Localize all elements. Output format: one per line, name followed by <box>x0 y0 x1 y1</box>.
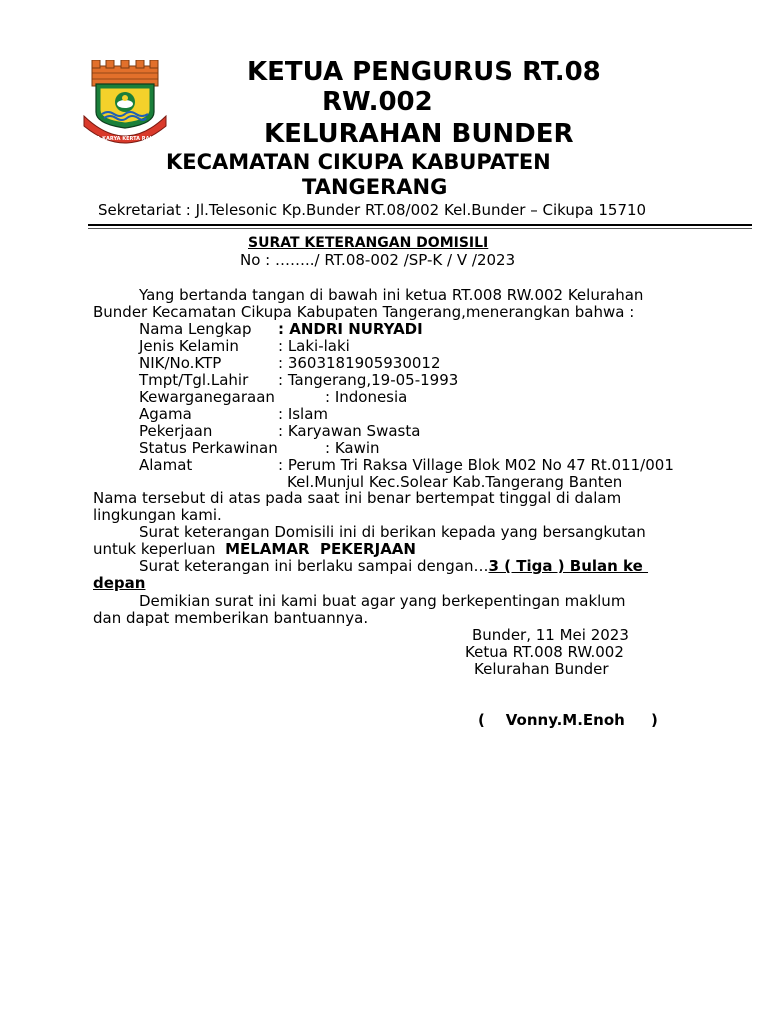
secretariat-address: Sekretariat : Jl.Telesonic Kp.Bunder RT.08/002 Kel.Bunder – Cikupa 15710 <box>98 201 647 219</box>
validity-period-cont: depan <box>93 574 146 592</box>
header-line-3: KELURAHAN BUNDER <box>264 119 574 149</box>
intro-line-2: Bunder Kecamatan Cikupa Kabupaten Tangerang,menerangkan bahwa : <box>93 303 635 321</box>
field-label-religion: Agama <box>139 405 192 423</box>
field-value-address-cont: Kel.Munjul Kec.Solear Kab.Tangerang Banten <box>287 473 623 491</box>
field-label-citizenship: Kewarganegaraan <box>139 388 275 406</box>
para3-prefix: Surat keterangan ini berlaku sampai dengan… <box>139 557 489 575</box>
purpose: MELAMAR PEKERJAAN <box>225 540 416 558</box>
letter-title: SURAT KETERANGAN DOMISILI <box>248 235 489 251</box>
field-label-nik: NIK/No.KTP <box>139 354 222 372</box>
signer-name: ( Vonny.M.Enoh ) <box>478 711 658 729</box>
field-label-name: Nama Lengkap <box>139 320 252 338</box>
para2-prefix: untuk keperluan <box>93 540 216 558</box>
para2-line-2 <box>93 541 416 558</box>
letter-number: No : ……../ RT.08-002 /SP-K / V /2023 <box>240 251 516 269</box>
field-value-gender: : Laki-laki <box>278 337 350 355</box>
header-rule-thin <box>88 228 752 229</box>
field-label-marital: Status Perkawinan <box>139 439 278 457</box>
para3-line-1 <box>139 558 648 575</box>
validity-period: 3 ( Tiga ) Bulan ke <box>488 557 649 575</box>
para1-line-1: Nama tersebut di atas pada saat ini benar bertempat tinggal di dalam <box>93 489 622 507</box>
sign-org: Kelurahan Bunder <box>474 660 609 678</box>
para4-line-2: dan dapat memberikan bantuannya. <box>93 609 369 627</box>
field-value-citizenship: : Indonesia <box>325 388 408 406</box>
field-value-address: : Perum Tri Raksa Village Blok M02 No 47 Rt.011/001 <box>278 456 674 474</box>
field-label-birth: Tmpt/Tgl.Lahir <box>139 371 249 389</box>
field-label-gender: Jenis Kelamin <box>139 337 239 355</box>
header-line-4: KECAMATAN CIKUPA KABUPATEN <box>166 150 551 174</box>
field-value-nik: : 3603181905930012 <box>278 354 441 372</box>
field-value-religion: : Islam <box>278 405 329 423</box>
place-date: Bunder, 11 Mei 2023 <box>472 626 629 644</box>
header-line-1: KETUA PENGURUS RT.08 <box>247 57 601 87</box>
field-label-address: Alamat <box>139 456 193 474</box>
field-value-marital: : Kawin <box>325 439 380 457</box>
field-value-birth: : Tangerang,19-05-1993 <box>278 371 459 389</box>
para4-line-1: Demikian surat ini kami buat agar yang berkepentingan maklum <box>139 592 626 610</box>
para2-line-1: Surat keterangan Domisili ini di berikan kepada yang bersangkutan <box>139 523 646 541</box>
header-line-5: TANGERANG <box>302 175 448 199</box>
header-line-2: RW.002 <box>322 87 433 117</box>
header-rule <box>88 224 752 226</box>
tangerang-regency-logo <box>82 60 168 146</box>
field-value-occupation: : Karyawan Swasta <box>278 422 421 440</box>
field-label-occupation: Pekerjaan <box>139 422 213 440</box>
field-value-name: : ANDRI NURYADI <box>278 320 423 338</box>
logo-motto: SATYA KARYA KERTA RAHARJA <box>82 136 168 142</box>
para1-line-2: lingkungan kami. <box>93 506 222 524</box>
sign-role: Ketua RT.008 RW.002 <box>465 643 624 661</box>
intro-line-1: Yang bertanda tangan di bawah ini ketua RT.008 RW.002 Kelurahan <box>139 286 644 304</box>
